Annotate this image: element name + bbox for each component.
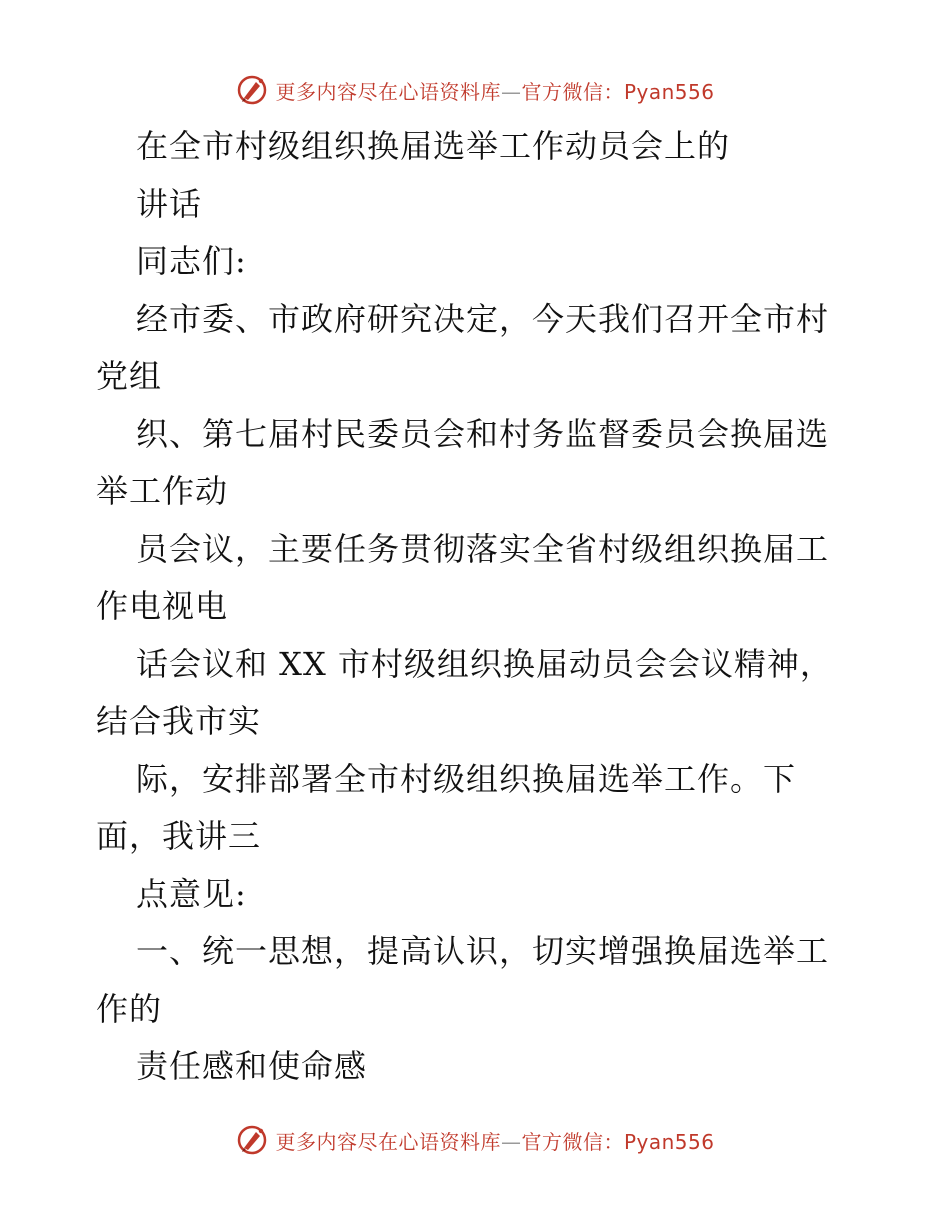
text-line: 同志们: xyxy=(136,242,247,280)
pen-logo-icon xyxy=(235,73,269,107)
text-line: 员会议，主要任务贯彻落实全省村级组织换届工 xyxy=(136,529,830,568)
text-line: 际，安排部署全市村级组织换届选举工作。下 xyxy=(136,759,797,798)
text-line: 点意见: xyxy=(136,874,247,913)
text-line: 结合我市实 xyxy=(96,702,262,740)
text-line: 面，我讲三 xyxy=(96,817,262,855)
pen-logo-icon xyxy=(235,1123,269,1157)
text-line: 作电视电 xyxy=(96,587,229,625)
watermark-text: 更多内容尽在心语资料库—官方微信：Pyan556 xyxy=(275,79,715,104)
text-line: 经市委、市政府研究决定，今天我们召开全市村 xyxy=(136,299,830,338)
text-line: 一、统一思想，提高认识，切实增强换届选举工 xyxy=(136,932,830,970)
watermark-header xyxy=(0,70,950,110)
text-line: 党组 xyxy=(96,357,163,395)
text-line: 在全市村级组织换届选举工作动员会上的 xyxy=(136,127,731,165)
watermark-footer xyxy=(0,1120,950,1160)
text-line: 举工作动 xyxy=(96,472,229,510)
text-line: 责任感和使命感 xyxy=(136,1047,368,1085)
text-line: 作的 xyxy=(96,989,163,1028)
text-line: 讲话 xyxy=(136,184,203,223)
text-line: 话会议和 XX 市村级组织换届动员会会议精神， xyxy=(136,644,833,683)
document-body xyxy=(96,118,866,1096)
text-line: 织、第七届村民委员会和村务监督委员会换届选 xyxy=(136,414,830,453)
watermark-text: 更多内容尽在心语资料库—官方微信：Pyan556 xyxy=(275,1129,715,1154)
